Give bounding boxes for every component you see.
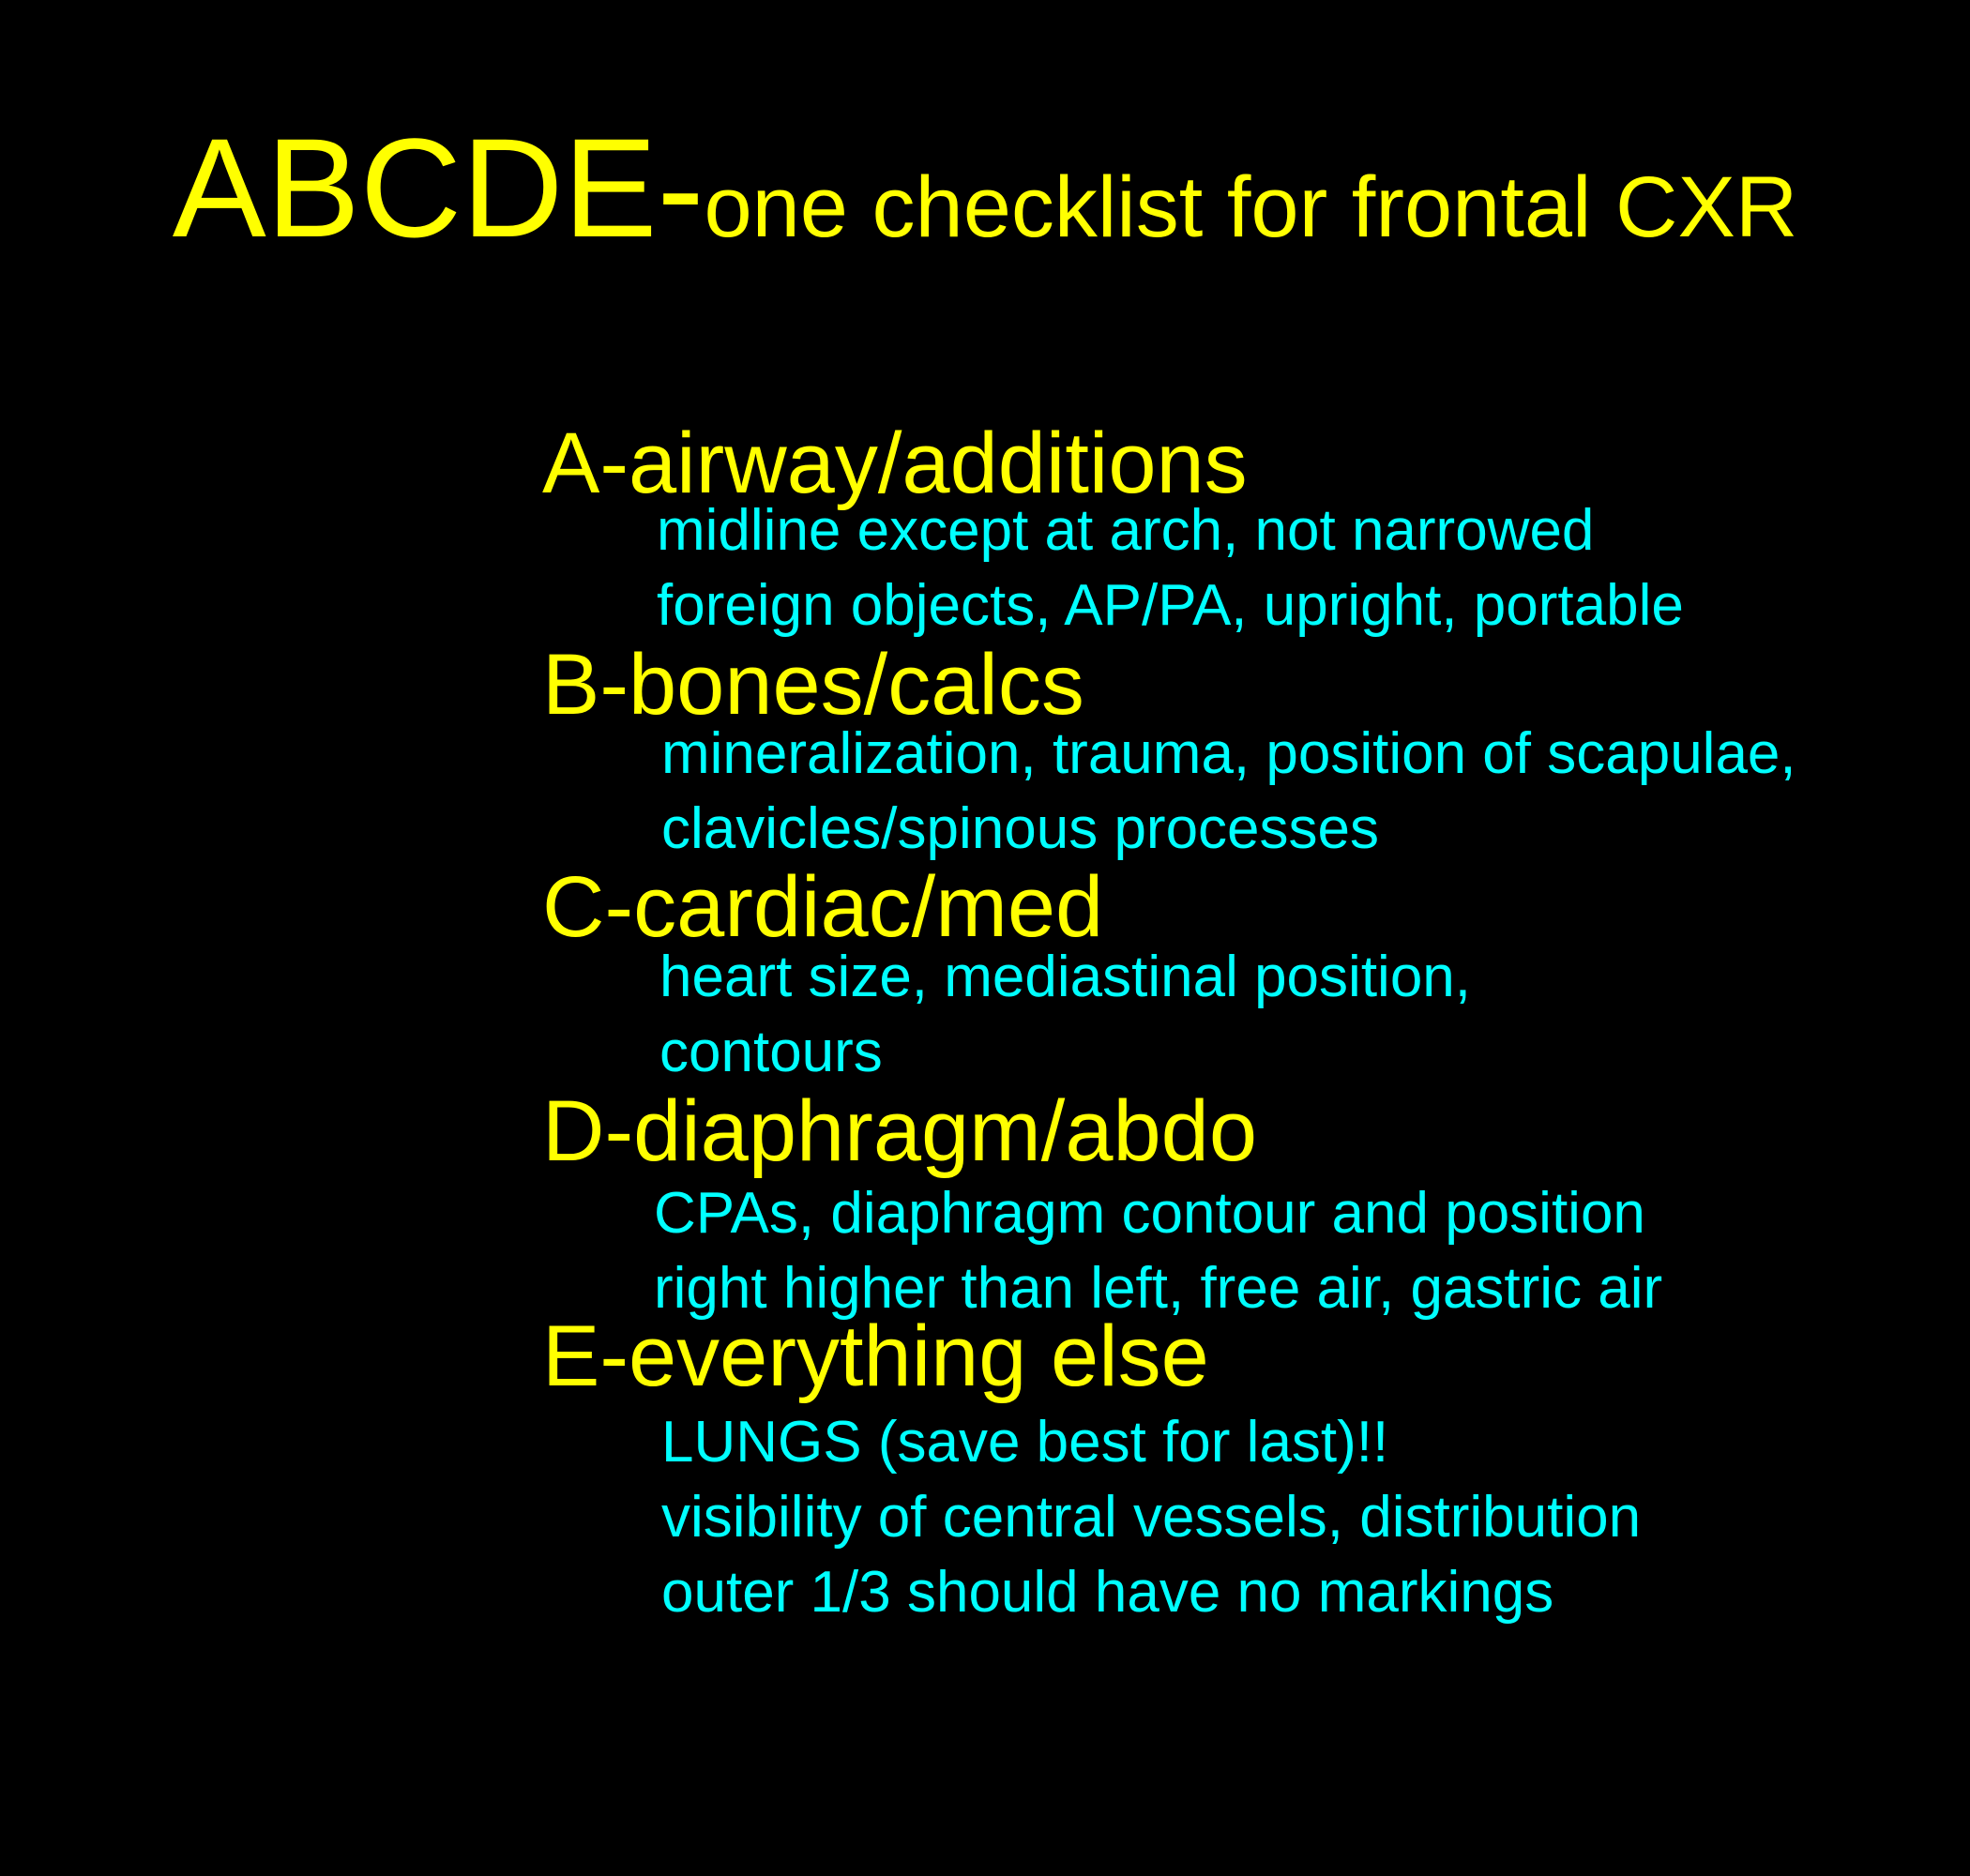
slide-title	[0, 109, 1970, 266]
section-heading-e: E-everything else	[542, 1309, 1209, 1404]
section-c-line-2: contours	[659, 1020, 883, 1084]
section-c-line-1: heart size, mediastinal position,	[659, 945, 1472, 1009]
section-heading-b: B-bones/calcs	[542, 637, 1084, 733]
section-e-line-2: visibility of central vessels, distribution	[661, 1485, 1642, 1550]
title-subtitle: one checklist for frontal CXR	[704, 159, 1798, 255]
section-b-line-1: mineralization, trauma, position of scapulae,	[661, 721, 1796, 786]
section-d-line-2: right higher than left, free air, gastric air	[654, 1256, 1663, 1321]
section-b-line-2: clavicles/spinous processes	[661, 796, 1380, 861]
section-a-line-1: midline except at arch, not narrowed	[657, 498, 1595, 563]
section-heading-a: A-airway/additions	[542, 416, 1248, 511]
section-e-line-3: outer 1/3 should have no markings	[661, 1560, 1554, 1625]
title-main: ABCDE-	[172, 109, 705, 266]
section-a-line-2: foreign objects, AP/PA, upright, portable	[657, 573, 1684, 638]
section-d-line-1: CPAs, diaphragm contour and position	[654, 1181, 1645, 1246]
section-heading-d: D-diaphragm/abdo	[542, 1083, 1258, 1179]
section-e-line-1: LUNGS (save best for last)!!	[661, 1410, 1389, 1475]
section-heading-c: C-cardiac/med	[542, 859, 1104, 955]
